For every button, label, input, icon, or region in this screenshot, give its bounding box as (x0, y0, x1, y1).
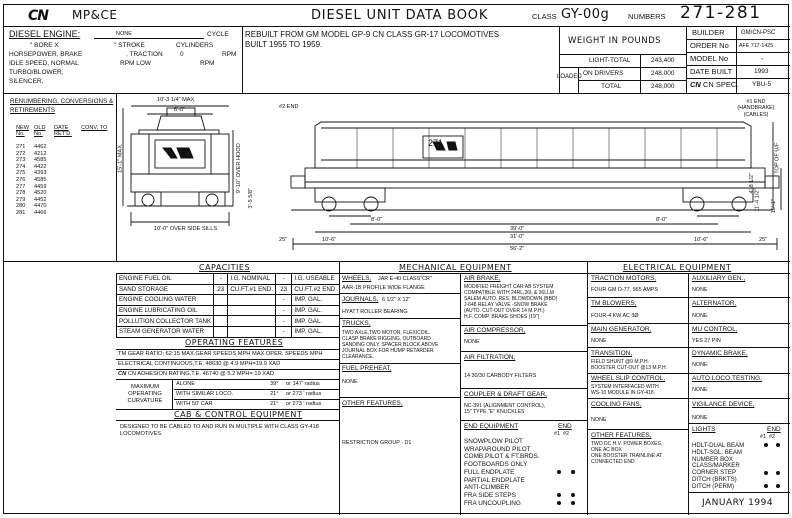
vigilance-value: NONE (692, 415, 708, 421)
end-height-dim: 15'-1" MAX. (117, 143, 124, 173)
new-number: 277 (16, 183, 26, 190)
traction-label: , TRACTION (126, 51, 163, 58)
electrical-continuous (118, 361, 280, 368)
air-filtration-value: 14 30/30 CARBODY FILTERS (464, 373, 537, 379)
col-conv: CONV. TO (81, 125, 108, 131)
old-number: 4459 (34, 183, 47, 190)
lights-item: DITCH (BRKTS) (692, 476, 737, 483)
cab-heading: CAB & CONTROL EQUIPMENT (174, 410, 303, 419)
old-number: 4393 (34, 170, 47, 177)
dynamic-brake-label: DYNAMIC BRAKE, (692, 350, 748, 357)
light-dot-1 (764, 443, 768, 447)
capacity-label: ENGINE LUBRICATING OIL (117, 305, 214, 316)
fitted-dot-1 (557, 493, 561, 497)
page-title: DIESEL UNIT DATA BOOK (311, 8, 489, 23)
new-number: 274 (16, 163, 26, 170)
weight-heading: WEIGHT IN POUNDS (568, 36, 662, 46)
new-number: 271 (16, 144, 26, 150)
col-old: OLD No. (34, 125, 46, 138)
trucks-label: TRUCKS, (342, 320, 371, 327)
fitted-dot-1 (557, 501, 561, 505)
air-filtration-label: AIR FILTRATION, (464, 354, 516, 361)
curvature-row (174, 380, 338, 389)
idle-speed-label: IDLE SPEED, NORMAL (9, 60, 79, 67)
new-number: 279 (16, 196, 26, 203)
end-equipment-item: ANTI-CLIMBER (464, 484, 510, 492)
old-number: 4422 (34, 163, 47, 170)
lights-item: DITCH (PERM) (692, 482, 734, 490)
on-drivers-label: ON DRIVERS (583, 70, 624, 77)
gear-ratio-label: TM GEAR RATIO; (118, 351, 165, 357)
electrical-heading: ELECTRICAL EQUIPMENT (623, 263, 732, 272)
loaded-label: LOADED (557, 74, 582, 80)
curvature-radius: or 273 ' radius (286, 401, 322, 407)
light-dot-2 (776, 443, 780, 447)
capacity-row (117, 284, 340, 295)
end-equipment-item: FOOTBOARDS ONLY (464, 461, 528, 469)
old-number: 4585 (34, 157, 47, 164)
date-built-value: 1993 (754, 68, 769, 75)
fuel-preheat-value: NONE (342, 379, 358, 385)
bore-label: " BORE X (30, 42, 59, 49)
auto-loco-testing-label: AUTO.LOCO.TESTING, (692, 375, 762, 382)
capacity-unit-1 (228, 295, 276, 306)
end-2-label: #2 END (279, 104, 299, 110)
capacity-value-1 (214, 316, 228, 327)
lights-col-nums: #1 #2 (760, 434, 775, 440)
order-value: AFE 717-1425 (739, 43, 774, 49)
capacity-value-2: - (275, 305, 291, 316)
total-label: TOTAL (601, 83, 622, 90)
end-equipment-label: END EQUIPMENT (464, 423, 519, 430)
capacity-value-1: - (214, 274, 228, 285)
cn-spec-value: YBU-5 (752, 81, 772, 88)
right-106-dim: 10'-6" (694, 237, 709, 243)
cn-spec-logo: CN (690, 80, 701, 89)
col-date: DATE RET'D. (54, 125, 72, 138)
height-right-dim-2: 11'-4 1/2" (754, 188, 761, 212)
gear-ratio-row (118, 351, 322, 358)
adhesion-mph: MPH= 19 XAD (236, 371, 275, 377)
curvature-radius: or 147' radius (286, 381, 320, 387)
tm-blowers-value: FOUR-4 KW AC 3Ø (591, 313, 639, 319)
capacity-unit-1: I.G. NOMINAL (228, 274, 276, 285)
fitted-dot-2 (571, 493, 575, 497)
idle-rpm-label: RPM (200, 60, 215, 67)
adhesion-cn-logo: CN (118, 371, 127, 377)
wheels-label: WHEELS, (342, 275, 372, 282)
cooling-fans-label: COOLING FANS, (591, 401, 642, 408)
capacity-value-2: 23 (275, 284, 291, 295)
over-frame-dim: 31'-0" (510, 234, 525, 240)
unit-number-on-hood: 271 (428, 138, 444, 148)
end-equipment-col-nums: #1 #2 (554, 431, 569, 437)
diesel-engine-value: NONE (116, 31, 132, 37)
wheel-slip-value: SYSTEM INTERFACED WITH WS-10 MODULE IN GY-418. (591, 384, 659, 396)
side-view (291, 122, 781, 250)
end-equipment-item: SNOWPLOW PILOT (464, 438, 523, 445)
capacity-value-2: - (275, 274, 291, 285)
end-1-label: #1 END (HANDBRAKE) (CABLES) (737, 99, 775, 118)
curvature-radius: or 273 ' radius (286, 391, 322, 397)
fitted-dot-2 (571, 501, 575, 505)
new-number: 276 (16, 177, 26, 183)
order-label: ORDER No (690, 41, 729, 50)
fitted-dot-1 (557, 470, 561, 474)
main-generator-value: NONE (591, 338, 607, 344)
silencer-label: SILENCER, (9, 78, 44, 85)
curvature-condition: WITH SIMILAR LOCO. (176, 391, 234, 397)
wheels-text: AAR-1B PROFILE WIDE FLANGE (342, 285, 425, 291)
auto-loco-testing-value: NONE (692, 387, 708, 393)
diesel-engine-label: DIESEL ENGINE: (9, 29, 81, 39)
transition-value: FIELD SHUNT @9 M.P.H. BOOSTER CUT-OUT @13 M.P.H. (591, 359, 668, 371)
gear-ratio-value: 62:15 (165, 351, 180, 357)
light-total-label: LIGHT-TOTAL (589, 57, 631, 64)
end-width-dim: 10'-3 1/4" MAX. (157, 97, 196, 103)
traction-motors-label: TRACTION MOTORS, (591, 275, 657, 282)
capacity-label: SAND STORAGE (117, 284, 214, 295)
truck-centers-dim: 39'-0" (510, 226, 525, 232)
light-dot-1 (764, 471, 768, 475)
cycle-label: CYCLE (207, 31, 229, 38)
electrical-continuous-mph: MPH=19.9 XAD (239, 361, 281, 367)
new-number: 280 (16, 203, 26, 210)
capacity-unit-1: CU.FT.#1 END. (228, 284, 276, 295)
rail-height-dim: 3'-5 5/8" (248, 187, 255, 209)
rebuilt-line-2: BUILT 1955 TO 1959. (245, 40, 323, 49)
class-label: CLASS (532, 12, 557, 21)
mech-other-label: OTHER FEATURES, (342, 400, 403, 407)
capacity-unit-1 (228, 326, 276, 337)
journals-text: HYATT ROLLER BEARING (342, 309, 408, 315)
railway-name: MP&CE (72, 8, 118, 22)
adhesion-rating (118, 371, 274, 378)
end-view (123, 106, 233, 226)
date-built-label: DATE BUILT (690, 67, 733, 76)
idle-low-label: RPM LOW (120, 60, 152, 67)
cn-spec-text: CN SPEC. (702, 80, 739, 89)
end-equipment-item: FRA UNCOUPLING (464, 499, 521, 507)
capacity-value-2: - (275, 316, 291, 327)
dynamic-brake-value: NONE (692, 362, 708, 368)
max-gear-mph: MPH (237, 351, 251, 357)
operating-heading: OPERATING FEATURES (185, 338, 284, 347)
air-brake-label: AIR BRAKE, (464, 275, 501, 282)
elec-other-value: TWO DC H.V. POWER BOXES, ONE AC BOX ONE BOOSTER TRAINLINE AT CONNECTED END (591, 441, 663, 465)
max-oper-mph: MPH (309, 351, 323, 357)
rebuilt-line-1: REBUILT FROM GM MODEL GP-9 CN CLASS GR-17 LOCOMOTIVES (245, 30, 500, 39)
model-label: MODEL No (690, 54, 729, 63)
curvature-condition: WITH 50' CAR (176, 401, 213, 407)
end-equipment-item: PARTIAL ENDPLATE (464, 476, 525, 484)
left-25-dim: 25" (279, 237, 288, 243)
model-value: - (761, 54, 764, 63)
locomotive-drawing (117, 94, 789, 260)
renumbering-heading: RENUMBERING, CONVERSIONS & RETIREMENTS (10, 98, 114, 114)
old-number: 4452 (34, 196, 47, 203)
end-6ft-dim: 6'-0" (174, 107, 186, 113)
capacity-row (117, 274, 340, 285)
old-number: 4470 (34, 203, 47, 210)
capacity-unit-2: IMP. GAL. (292, 316, 340, 327)
lights-item: HDLT-SGL. BEAM (692, 448, 743, 456)
height-small-dim: 4'-8 1/2" (749, 172, 756, 194)
cooling-fans-value: NONE (591, 417, 607, 423)
new-number: 275 (16, 170, 26, 177)
end-equipment-col: END (558, 423, 572, 430)
capacity-value-1: 23 (214, 284, 228, 295)
capacity-unit-2: IMP. GAL. (292, 305, 340, 316)
hp-rpm-label: RPM (222, 51, 237, 58)
capacity-unit-1 (228, 305, 276, 316)
cylinders-label: CYLINDERS (176, 42, 214, 49)
light-dot-1 (764, 484, 768, 488)
old-number: 4520 (34, 190, 47, 197)
builder-value: GM/CN-PSC (741, 30, 776, 36)
over-hood-dim: 9'-10" OVER HOOD (235, 143, 242, 194)
fitted-dot-2 (571, 470, 575, 474)
curvature-condition: ALONE (176, 381, 195, 387)
capacity-unit-2: I.G. USEABLE (292, 274, 340, 285)
cn-logo: CN (28, 8, 48, 24)
capacity-label: STEAM GENERATOR WATER (117, 326, 214, 337)
electrical-continuous-text: ELECTRICAL CONTINUOUS,T.E. 48630 @ 4.9 (118, 361, 239, 367)
coupler-label: COUPLER & DRAFT GEAR, (464, 391, 547, 398)
air-brake-text: MODIFIED FREIGHT CAR AB SYSTEM COMPATIBLE WITH 24RL,26L & 26LLM SALEM AUTO. RES. BLOWDOWN (BBD) J-648 RELAY VALVE -SNOW BRAKE (AUTO. CUT-OUT OVER 14 M.P.H.) H.F. COMP. BRAKE SHOES (19") (464, 284, 558, 320)
alternator-value: NONE (692, 313, 708, 319)
main-generator-label: MAIN GENERATOR, (591, 326, 652, 333)
fuel-preheat-label: FUEL PREHEAT, (342, 365, 392, 372)
capacity-unit-2: IMP. GAL. (292, 326, 340, 337)
light-total-value: 243,400 (651, 57, 675, 64)
capacity-label: POLLUTION COLLECTOR TANK (117, 316, 214, 327)
capacities-table (116, 273, 340, 338)
capacity-unit-2: IMP. GAL. (292, 295, 340, 306)
cab-text: DESIGNED TO BE CABLED TO AND RUN IN MULTIPLE WITH CLASS GY-418 LOCOMOTIVES. (120, 424, 319, 437)
capacities-heading: CAPACITIES (199, 263, 251, 272)
aux-gen-value: NONE (692, 287, 708, 293)
alternator-label: ALTERNATOR, (692, 300, 737, 307)
trucks-text: TWO AXLE,TWO MOTOR, FLEXICOIL. CLASP BRAKE RIGGING, OUTBOARD SANDING ONLY. SPACER BLOCK ABOVE JOURNAL BOX FOR HUMP RETARDER CLEARANCE. (342, 330, 439, 360)
unit-numbers: 271-281 (680, 3, 762, 23)
capacity-row (117, 295, 340, 306)
end-equipment-item: COMB.PILOT & FT.BRDS. (464, 453, 540, 461)
lights-end-col: END (767, 426, 781, 433)
numbers-label: NUMBERS (628, 12, 666, 21)
tm-blowers-label: TM BLOWERS, (591, 300, 637, 307)
capacity-value-1 (214, 295, 228, 306)
horsepower-label: HORSEPOWER, BRAKE (9, 51, 83, 58)
traction-motors-value: FOUR GM D-77, 965 AMPS (591, 287, 659, 293)
light-dot-2 (776, 471, 780, 475)
wheels-value: JAR E-40 CLASS"CR" (378, 276, 432, 282)
lights-item: CLASS/MARKER (692, 462, 740, 470)
class-value: GY-00g (561, 7, 610, 22)
lights-item: CORNER STEP (692, 469, 737, 477)
light-dot-2 (776, 484, 780, 488)
end-equipment-item: WRAPAROUND PILOT (464, 445, 531, 453)
lights-label: LIGHTS (692, 426, 716, 433)
footer-date: JANUARY 1994 (702, 498, 774, 508)
capacity-row (117, 316, 340, 327)
aux-gen-label: AUXILIARY GEN., (692, 275, 746, 282)
elec-other-label: OTHER FEATURES, (591, 432, 652, 439)
journals-value: 6 1/2" X 12" (382, 297, 411, 303)
vigilance-label: VIGILANCE DEVICE, (692, 401, 755, 408)
wheel-slip-label: WHEEL SLIP CONTROL, (591, 375, 666, 382)
capacity-unit-1 (228, 316, 276, 327)
new-number: 281 (16, 210, 26, 216)
curvature-row (174, 390, 338, 399)
mech-other-value: RESTRICTION GROUP - D1 (342, 440, 412, 446)
air-compressor-label: AIR COMPRESSOR, (464, 327, 526, 334)
curvature-degrees: 21° (270, 401, 279, 407)
capacity-value-1 (214, 326, 228, 337)
journals-label: JOURNALS, (342, 296, 379, 303)
left-106-dim: 10'-6" (322, 237, 337, 243)
air-compressor-value: NONE (464, 339, 480, 345)
transition-label: TRANSITION, (591, 350, 633, 357)
right-25-dim: 25" (759, 237, 768, 243)
traction-value: 0 (180, 51, 184, 58)
old-number: 4212 (34, 150, 47, 157)
end-equipment-item: FRA SIDE STEPS (464, 491, 516, 499)
total-value: 248,000 (651, 83, 675, 90)
new-number: 278 (16, 190, 26, 197)
old-number: 4466 (34, 210, 47, 216)
curvature-row (174, 400, 338, 409)
truck-wheelbase-b: 8'-0" (656, 217, 668, 223)
end-equipment-item: FULL ENDPLATE (464, 468, 515, 476)
top-of-uf-dim: TOP OF U/F (774, 142, 781, 174)
data-sheet (3, 4, 789, 514)
adhesion-text: CN ADHESION RATING,T.E. 46740 @ 5.2 (127, 371, 236, 377)
capacity-unit-2: CU.FT.#2 END. (292, 284, 340, 295)
col-new: NEW No. (16, 125, 30, 138)
capacity-row (117, 305, 340, 316)
height-right-dim: 15'-1" (770, 199, 777, 214)
capacity-label: ENGINE COOLING WATER (117, 295, 214, 306)
mu-control-label: MU CONTROL, (692, 326, 738, 333)
operating-block (116, 349, 340, 409)
new-number: 272 (16, 150, 26, 157)
side-sills-dim-a: 10'-0" OVER SIDE SILLS (154, 226, 218, 232)
capacity-row (117, 326, 340, 337)
stroke-label: " STROKE (114, 42, 145, 49)
on-drivers-value: 248,000 (651, 70, 675, 77)
builder-label: BUILDER (692, 28, 725, 37)
curvature-label: MAXIMUM OPERATING CURVATURE (127, 384, 163, 404)
mechanical-heading: MECHANICAL EQUIPMENT (399, 263, 512, 272)
coupler-value: NC-391 (ALIGNMENT CONTROL), 15" TYPE "E" KNUCKLES (464, 403, 546, 416)
turbo-label: TURBO/BLOWER, (9, 69, 64, 76)
old-number: 4462 (34, 144, 47, 150)
curvature-degrees: 21° (270, 391, 279, 397)
max-oper-speeds: MAX.OPER. SPEEDS (251, 351, 309, 357)
cn-spec-label (690, 81, 738, 90)
curvature-degrees: 39° (270, 381, 279, 387)
truck-wheelbase-a: 8'-0" (371, 217, 383, 223)
capacity-value-2: - (275, 326, 291, 337)
capacity-value-1 (214, 305, 228, 316)
lights-item: NUMBER BOX (692, 455, 733, 463)
mu-control-value: YES 27 PIN (692, 338, 721, 344)
lights-item: HDLT-DUAL BEAM (692, 442, 745, 449)
new-number: 273 (16, 157, 26, 164)
capacity-value-2: - (275, 295, 291, 306)
capacity-label: ENGINE FUEL OIL (117, 274, 214, 285)
old-number: 4585 (34, 177, 47, 183)
max-gear-speeds: MAX.GEAR SPEEDS (181, 351, 237, 357)
overall-length-dim: 56'-2" (510, 246, 525, 252)
